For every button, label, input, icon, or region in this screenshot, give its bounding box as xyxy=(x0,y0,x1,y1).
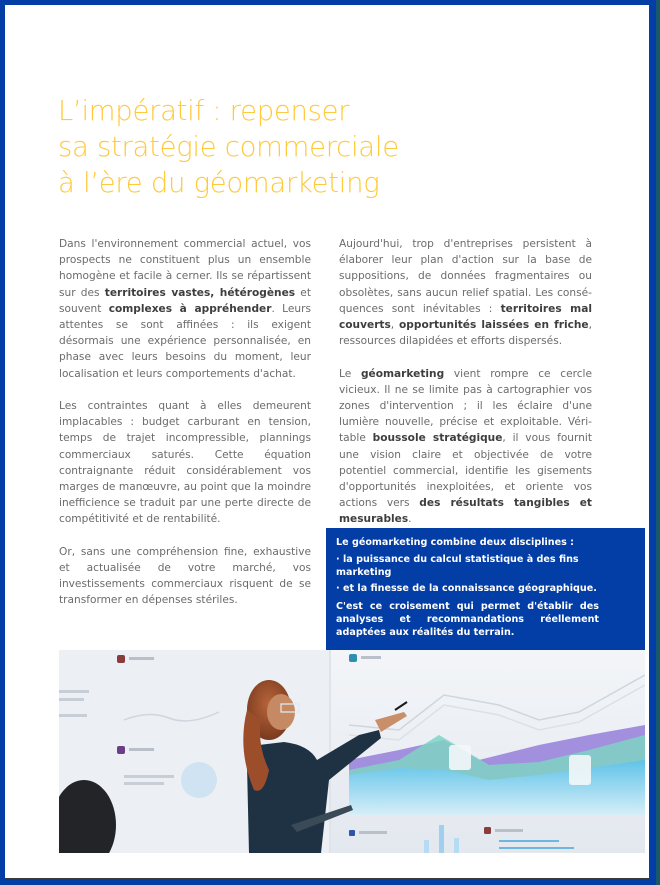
right-edge-strip xyxy=(656,0,660,885)
emphasis-results: des résultats tangibles et mesurables xyxy=(339,497,592,526)
left-paragraph-3: Or, sans une compréhension fine, exhaustive et actualisée de votre marché, vos investissements commerciaux risquent de se transformer en dépenses stériles. xyxy=(59,545,311,607)
left-paragraph-1: Dans l'environnement commercial actuel, vos prospects ne constituent plus un ensemble homogène et facile à cerner. Ils se répartissent sur des territoires vastes, hétérogènes et souvent complexes à appréhender. Leurs attentes se sont affinées : ils exigent désormais une expérience personnalisée, en phase avec leurs besoins du moment, leur localisation et leurs comportements d'achat. xyxy=(59,238,311,380)
panel-icon-chart xyxy=(349,654,357,662)
title-line-3: à l’ère du géomarketing xyxy=(58,167,380,199)
emphasis-opportunities: opportunités laissées en friche xyxy=(399,319,589,332)
callout-box xyxy=(326,528,645,650)
right-paragraph-2: Le géomarketing vient rompre ce cercle vicieux. Il ne se limite pas à cartographier vos zones d'intervention ; il les éclaire d'une lumière nouvelle, précise et exploitable. Véritable boussole stratégique, il vous fournit une vision claire et objectivée de votre potentiel commercial, identifie les gisements d'opportunités inexploitées, et oriente vos actions vers des résultats tangibles et mesurables. xyxy=(339,367,592,526)
callout-bullet-1: · la puissance du calcul statistique à des fins marketing xyxy=(336,554,579,578)
callout-heading: Le géomarketing combine deux disciplines : xyxy=(336,537,575,548)
emphasis-compass: boussole stratégique xyxy=(372,432,503,445)
left-column xyxy=(59,236,311,625)
panel-icon-revenue xyxy=(117,655,125,663)
panel-icon-growth xyxy=(349,830,355,836)
emphasis-poorly-covered: territoires mal couverts xyxy=(339,302,592,332)
left-paragraph-2: Les contraintes quant à elles demeurent implacables : budget carburant en tension, temps de trajet incompressible, plannings commerciaux saturés. Cette équation contraignante réduit considérablement vos marges de manœuvre, au point que la moindre inefficience se traduit par une perte directe de compétitivité et de rentabilité. xyxy=(59,400,311,526)
presentation-photo xyxy=(59,650,645,853)
emphasis-complex: complexes à appréhender xyxy=(108,302,272,315)
callout-bullet-2: · et la finesse de la connaissance géographique. xyxy=(336,583,597,594)
title-line-2: sa stratégie commerciale xyxy=(58,131,399,163)
page-title xyxy=(58,93,399,201)
emphasis-geomarketing: géomarketing xyxy=(360,367,445,380)
photo-illustration xyxy=(59,650,645,853)
callout-conclusion: C'est ce croisement qui permet d'établir des analyses et recommandations réellement adaptées aux réalités du terrain. xyxy=(336,601,599,638)
panel-icon-budget xyxy=(117,746,125,754)
panel-icon-sustainability xyxy=(484,827,491,834)
right-column xyxy=(339,236,592,544)
emphasis-territories: territoires vastes, hétérogènes xyxy=(104,286,296,299)
right-paragraph-1: Aujourd'hui, trop d'entreprises persistent à élaborer leur plan d'action sur la base de suppositions, de données fragmentaires ou obsolètes, sans aucun relief spatial. Les conséquences sont inévitables : territoires mal couverts, opportunités laissées en friche, ressources dilapidées et efforts dispersés. xyxy=(339,238,592,348)
title-line-1: L’impératif : repenser xyxy=(58,95,350,127)
